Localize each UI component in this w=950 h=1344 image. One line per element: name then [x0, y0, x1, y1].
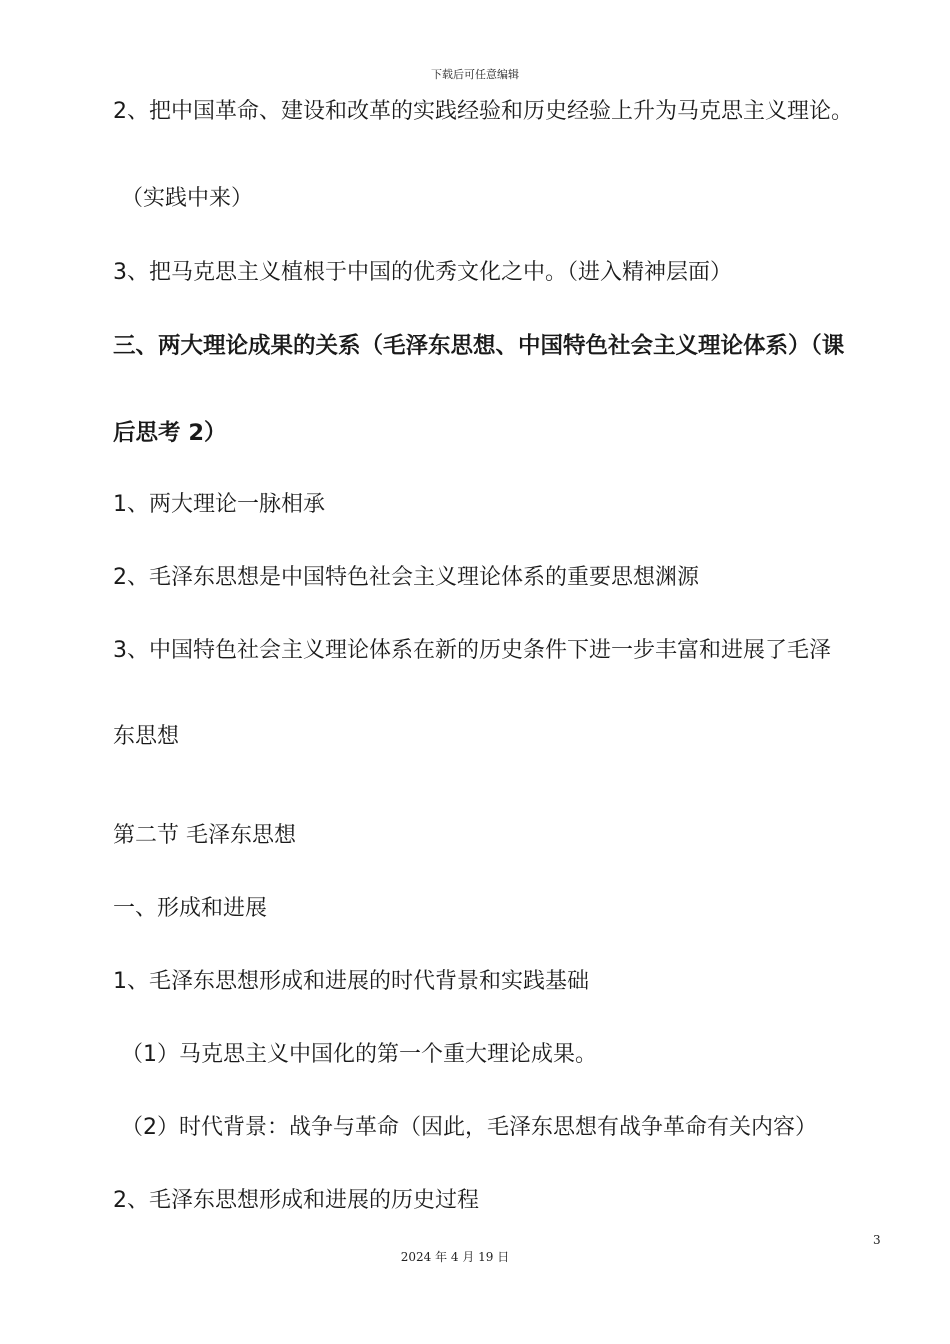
paragraph-development-line1: 3、中国特色社会主义理论体系在新的历史条件下进一步丰富和进展了毛泽 — [113, 638, 831, 663]
paragraph-same-origin: 1、两大理论一脉相承 — [113, 492, 325, 517]
paragraph-first-achievement: （1）马克思主义中国化的第一个重大理论成果。 — [121, 1042, 597, 1067]
page-header: 下载后可任意编辑 — [431, 68, 519, 81]
subsection-title: 一、形成和进展 — [113, 896, 268, 921]
paragraph-historical-process: 2、毛泽东思想形成和进展的历史过程 — [113, 1188, 479, 1213]
page-footer-date: 2024 年 4 月 19 日 — [400, 1250, 510, 1264]
paragraph-practice-note: （实践中来） — [121, 186, 254, 211]
page-number: 3 — [873, 1233, 881, 1247]
heading-relationship-line2: 后思考 2） — [113, 420, 227, 446]
paragraph-development-line2: 东思想 — [113, 724, 180, 749]
paragraph-practice-experience: 2、把中国革命、建设和改革的实践经验和历史经验上升为马克思主义理论。 — [113, 99, 853, 124]
paragraph-background-basis: 1、毛泽东思想形成和进展的时代背景和实践基础 — [113, 969, 589, 994]
paragraph-era-background: （2）时代背景：战争与革命（因此，毛泽东思想有战争革命有关内容） — [121, 1115, 817, 1140]
section-title: 第二节 毛泽东思想 — [113, 823, 296, 848]
paragraph-source: 2、毛泽东思想是中国特色社会主义理论体系的重要思想渊源 — [113, 565, 699, 590]
heading-relationship-line1: 三、两大理论成果的关系（毛泽东思想、中国特色社会主义理论体系）（课 — [113, 333, 845, 359]
paragraph-culture-root: 3、把马克思主义植根于中国的优秀文化之中。（进入精神层面） — [113, 260, 732, 285]
